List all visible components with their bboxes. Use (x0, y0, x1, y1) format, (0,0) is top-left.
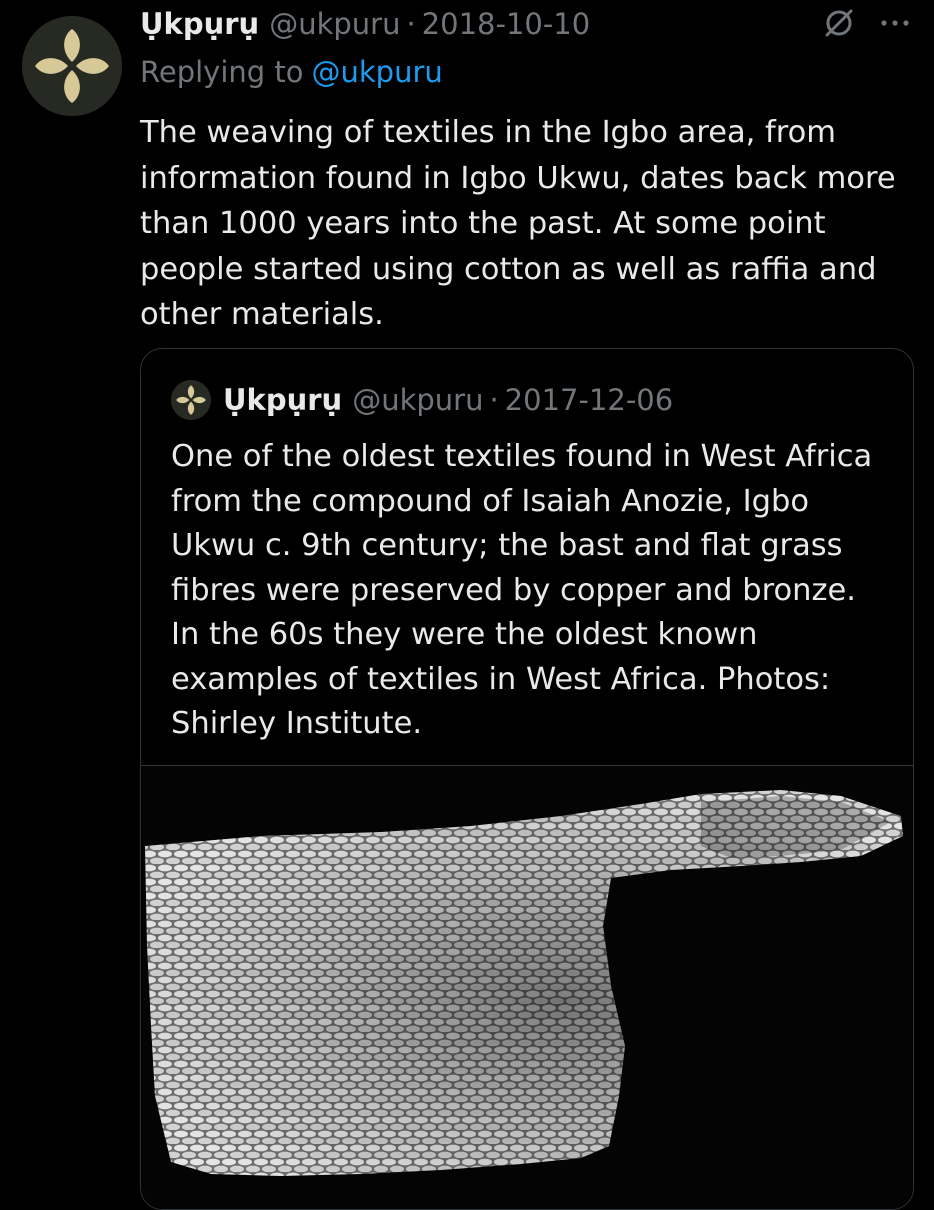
quoted-tweet-header (171, 379, 673, 421)
quoted-author-avatar (171, 380, 211, 420)
replying-to (140, 55, 443, 89)
tweet-header (140, 2, 590, 46)
quoted-separator-dot: · (489, 383, 499, 417)
quoted-tweet[interactable] (140, 348, 914, 1210)
four-petal-flower-icon (22, 16, 122, 116)
replying-mention-link[interactable]: @ukpuru (311, 55, 443, 89)
quoted-author-name: Ụkpụrụ (223, 383, 343, 417)
textile-photo (141, 766, 913, 1210)
separator-dot: · (406, 7, 416, 41)
tweet-date[interactable]: 2018-10-10 (421, 7, 591, 41)
more-icon[interactable] (878, 6, 912, 40)
grok-icon[interactable] (822, 6, 856, 40)
author-handle[interactable]: @ukpuru (269, 7, 401, 41)
quoted-tweet-photo[interactable] (141, 765, 913, 1210)
author-name[interactable]: Ụkpụrụ (140, 7, 260, 41)
tweet-text: The weaving of textiles in the Igbo area, from information found in Igbo Ukwu, dates back more than 1000 years into the past. At some point people started using cotton as well as raffia and other materials. (140, 115, 896, 332)
four-petal-flower-icon (171, 380, 211, 420)
author-avatar[interactable] (22, 16, 122, 116)
replying-label: Replying to (140, 55, 304, 89)
quoted-author-handle: @ukpuru (352, 383, 484, 417)
quoted-tweet-text: One of the oldest textiles found in West Africa from the compound of Isaiah Anozie, Igbo Ukwu c. 9th century; the bast and flat grass fibres were preserved by copper and bronze. In the 60s they were the oldest known examples of textiles in West Africa. Photos: Shirley Institute. (171, 439, 873, 741)
quoted-tweet-date: 2017-12-06 (504, 383, 674, 417)
tweet-actions-top (822, 6, 912, 40)
